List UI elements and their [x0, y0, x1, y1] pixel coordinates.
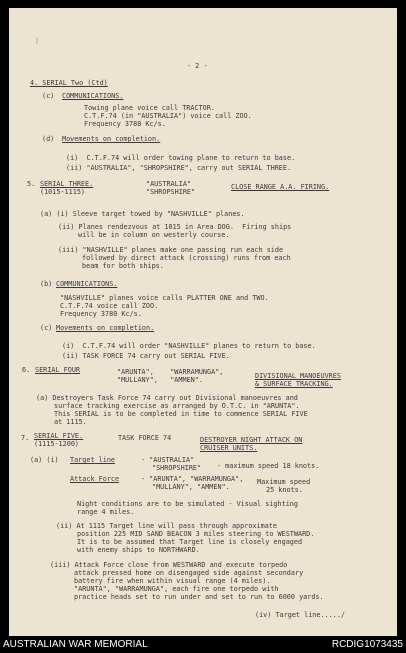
text-line: (iii) Attack Force close from WESTWARD and execute torpedo — [50, 561, 288, 569]
text-line: practice heads set to run under and set to run to 6000 yards. — [74, 593, 324, 601]
text-line: "NASHVILLE" planes voice calls PLATTER ONE and TWO. — [60, 294, 269, 302]
serial-two-d-label: (d) — [42, 135, 55, 143]
serial-three-time: (1015-1115) — [40, 188, 86, 196]
text-line: 25 knots. — [266, 486, 303, 494]
serial-two-heading: 4. SERIAL Two (Ctd) — [30, 79, 108, 87]
serial-five-time: (1115-1200) — [34, 440, 80, 448]
text-line: will be in column on westerly course. — [78, 231, 230, 239]
ship-name: - "AUSTRALIA" — [141, 456, 195, 464]
serial-two-d-title: Movements on completion. — [62, 135, 161, 143]
ship-name: - "ARUNTA", "WARRAMUNGA", — [141, 475, 244, 483]
ship-name: "SHROPSHIRE" — [152, 464, 202, 472]
text-line: beam for both ships. — [82, 262, 164, 270]
text-line: C.T.F.74 voice call ZOO. — [60, 302, 159, 310]
text-line: Towing plane voice call TRACTOR. — [84, 104, 215, 112]
serial-five-type: DESTROYER NIGHT ATTACK ON — [200, 436, 303, 444]
serial-three-title: SERIAL THREE. — [40, 180, 94, 188]
text-line: position 225 MID SAND BEACON 3 miles steering to WESTWARD. — [77, 530, 315, 538]
archive-record-id: RCDIG1073435 — [331, 639, 403, 650]
text-line: with enemy ships to NORTHWARD. — [77, 546, 200, 554]
ship-name: "ARUNTA", "WARRAMUNGA", — [117, 368, 224, 376]
text-line: It is to be assumed that Target line is closely engaged — [77, 538, 303, 546]
serial-five-force: TASK FORCE 74 — [118, 434, 172, 442]
text-line: (ii) TASK FORCE 74 carry out SERIAL FIVE. — [62, 352, 230, 360]
text-line: Maximum speed — [257, 478, 311, 486]
serial-three-b-title: COMMUNICATIONS. — [56, 280, 118, 288]
text-line: (ii) At 1115 Target line will pass through approximate — [56, 522, 277, 530]
text-line: Frequency 3780 Kc/s. — [84, 120, 166, 128]
serial-two-c-title: COMMUNICATIONS. — [62, 92, 124, 100]
text-line: C.T.F.74 (in "AUSTRALIA") voice call ZOO. — [84, 112, 252, 120]
serial-three-type: CLOSE RANGE A.A. FIRING. — [231, 183, 330, 191]
ship-name: "MULLANY", "AMMEN". — [152, 483, 230, 491]
serial-five-number: 7. — [21, 434, 30, 442]
text-line: (iii) "NASHVILLE" planes make one passing run each side — [58, 246, 284, 254]
text-line: battery fire when within visual range (4 miles). — [74, 577, 271, 585]
serial-two-c-label: (c) — [42, 92, 55, 100]
text-line: (ii) Planes rendezvous at 1015 in Area DOG. Firing ships — [58, 223, 292, 231]
text-line: followed by direct attack (crossing) runs from each — [82, 254, 291, 262]
serial-three-c-title: Movements on completion. — [56, 324, 155, 332]
text-line: - maximum speed 18 knots. — [217, 462, 320, 470]
target-line-label: Target line — [70, 456, 116, 464]
serial-five-title: SERIAL FIVE. — [34, 432, 84, 440]
text-line: This SERIAL is to be completed in time to commence SERIAL FIVE — [54, 410, 308, 418]
text-line: range 4 miles. — [77, 508, 135, 516]
text-line: (a) Destroyers Task Force 74 carry out Divisional manoeuvres and — [36, 394, 298, 402]
ship-name: "SHROPSHIRE" — [146, 188, 196, 196]
serial-four-number: 6. — [22, 366, 31, 374]
attack-force-label: Attack Force — [70, 475, 120, 483]
ship-name: "AUSTRALIA" — [146, 180, 192, 188]
serial-three-c-label: (c) — [40, 324, 53, 332]
serial-four-title: SERIAL FOUR — [35, 366, 81, 374]
text-line: (ii) "AUSTRALIA", "SHROPSHIRE", carry out SERIAL THREE. — [66, 164, 292, 172]
text-line: surface tracking exercise as arranged by O.T.C. in "ARUNTA". — [54, 402, 300, 410]
ship-name: "MULLANY", "AMMEN". — [117, 376, 203, 384]
text-line: (a) (i) Sleeve target towed by "NASHVILLE" planes. — [40, 210, 245, 218]
text-line: (i) C.T.F.74 will order "NASHVILLE" planes to return to base. — [62, 342, 316, 350]
archive-credit: AUSTRALIAN WAR MEMORIAL — [3, 639, 148, 650]
text-line: Frequency 3780 Kc/s. — [60, 310, 142, 318]
pencil-mark-icon: ⌇ — [35, 37, 39, 46]
serial-three-b-label: (b) — [40, 280, 53, 288]
serial-four-type: & SURFACE TRACKING. — [255, 380, 333, 388]
text-line: attack pressed home on disengaged side against secondary — [74, 569, 304, 577]
page-number: - 2 - — [187, 62, 208, 70]
text-line: (i) C.T.F.74 will order towing plane to return to base. — [66, 154, 296, 162]
serial-five-a-label: (a) (i) — [30, 456, 59, 464]
serial-three-number: 5. — [27, 180, 36, 188]
text-line: at 1115. — [54, 418, 87, 426]
text-line: Night conditions are to be simulated - Visual sighting — [77, 500, 298, 508]
continued-text: (iv) Target line...../ — [255, 611, 346, 619]
serial-four-type: DIVISIONAL MANOEUVRES — [255, 372, 341, 380]
serial-five-type: CRUISER UNITS. — [200, 444, 258, 452]
text-line: "ARUNTA", "WARRAMUNGA", each fire one torpedo with — [74, 585, 279, 593]
